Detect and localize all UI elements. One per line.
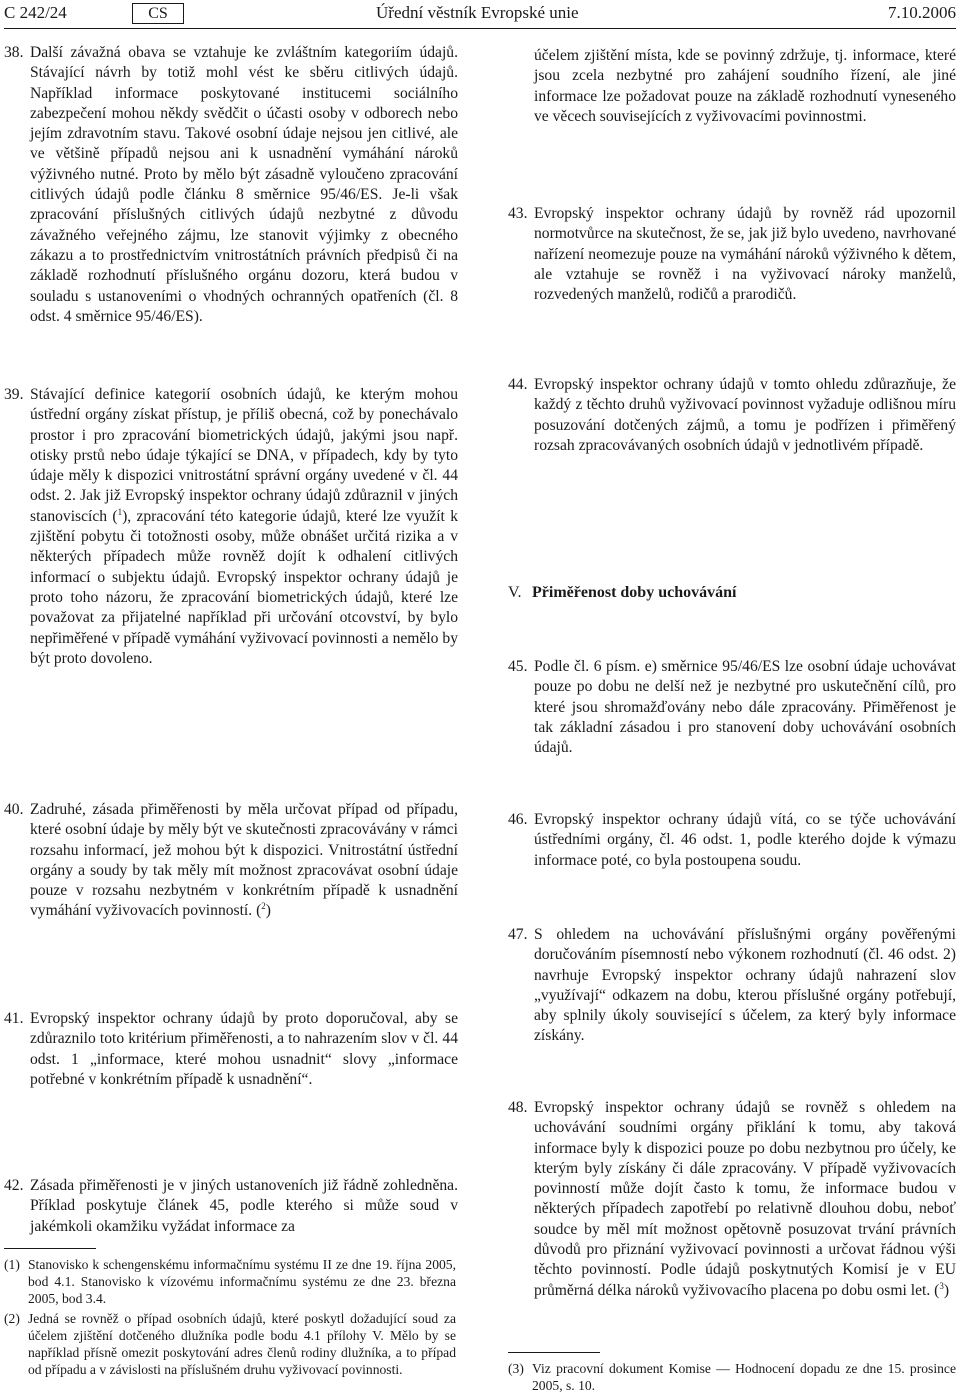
paragraph-43: [508, 204, 956, 305]
paragraph-text: účelem zjištění místa, kde se povinný zdržuje, tj. informace, které jsou zcela nezbytné pro zahájení soudního řízení, ale jiné informace lze požadovat pouze na základě rozhodnutí vyneseného ve věcech souvisejících z vyživovacími povinnostmi.: [534, 47, 956, 125]
paragraph-42: [4, 1176, 458, 1237]
paragraph-46: [508, 810, 956, 871]
section-heading: [508, 583, 956, 603]
paragraph-text: Podle čl. 6 písm. e) směrnice 95/46/ES lze osobní údaje uchovávat pouze po dobu ne delší než je nezbytné pro uskutečnění cílů, pro které jsou shromažďovány nebo dále zpracovány. Přiměřenost je tak základní zásadou i pro stanovení doby uchovávání osobních údajů.: [534, 658, 956, 757]
paragraph-text: Evropský inspektor ochrany údajů by rovněž rád upozornil normotvůrce na skutečnost, že se, jak již bylo uvedeno, navrhované nařízení neomezuje pouze na vymáhání nároků výživného k dětem, ale vztahuje se rovněž i na vyživovací nároky manželů, rozvedených manželů, rodičů a prarodičů.: [534, 205, 956, 304]
paragraph-text: S ohledem na uchovávání příslušnými orgány pověřenými doručováním písemností nebo výkonem rozhodnutí (čl. 46 odst. 2) navrhuje Evropský inspektor ochrany údajů nahrazení slov „využívají“ odkazem na dobu, kterou příslušné orgány potřebují, aby splnily úkoly související s účelem, za který byly informace získány.: [534, 926, 956, 1045]
footnote-number: (2): [4, 1311, 20, 1326]
paragraph-number: 44.: [508, 376, 528, 393]
footnote-text: Stanovisko k schengenskému informačnímu systému II ze dne 19. října 2005, bod 4.1. Stanovisko k vízovému informačnímu systému ze dne 23. března 2005, bod 3.4.: [28, 1257, 456, 1306]
section-number: V.: [508, 584, 522, 601]
paragraph-text: Evropský inspektor ochrany údajů v tomto ohledu zdůrazňuje, že každý z těchto druhů vyživovací povinnost vyžaduje odlišnou míru posuzování dotčených zájmů, a tomu je podřízen i přiměřený rozsah zpracovávaných osobních údajů v jednotlivém případě.: [534, 376, 956, 454]
publication-date: 7.10.2006: [888, 3, 956, 22]
paragraph-42-continued: [508, 46, 956, 127]
journal-title: Úřední věstník Evropské unie: [376, 3, 579, 22]
paragraph-text-cont: ): [943, 1281, 950, 1299]
paragraph-45: [508, 657, 956, 758]
paragraph-number: 40.: [4, 801, 24, 818]
paragraph-40: [4, 800, 458, 922]
paragraph-number: 45.: [508, 658, 528, 675]
footnote-text: Viz pracovní dokument Komise — Hodnocení dopadu ze dne 15. prosince 2005, s. 10.: [532, 1361, 956, 1393]
paragraph-44: [508, 375, 956, 456]
paragraph-38: [4, 43, 458, 327]
paragraph-text: Stávající definice kategorií osobních údajů, ke kterým mohou ústřední orgány získat přístup, je příliš obecná, což by ponechávalo prostor i pro zpracování biometrických údajů, jakými jsou např. otisky prstů nebo údaje týkající se DNA, v případech, kdy by tyto údaje měly k dispozici vnitrostátní správní orgány uvedené v čl. 44 odst. 2. Jak již Evropský inspektor ochrany údajů zdůraznil v jiných stanoviscích (: [30, 386, 458, 525]
footnote-divider: [4, 1248, 96, 1249]
footnote-divider: [508, 1352, 600, 1353]
footnote-number: (3): [508, 1361, 524, 1376]
footnote-2: [4, 1310, 456, 1378]
language-badge: CS: [132, 3, 184, 24]
paragraph-number: 48.: [508, 1099, 528, 1116]
paragraph-41: [4, 1009, 458, 1090]
paragraph-text: Evropský inspektor ochrany údajů se rovněž s ohledem na uchovávání soudními orgány přiklání k tomu, aby taková informace byly k dispozici pouze po dobu nezbytnou pro účely, ke kterým byly získány či dále zpracovány. V případě vyživovacích povinností může dojít často k tomu, že informace budou v některých případech zapotřebí po relativně dlouhou dobu, neboť soudce by měl mít možnost opětovně posuzovat trvání právních důvodů pro přiznání vyživovací povinnosti a určovat řádnou výši těchto povinností. Podle údajů poskytnutých Komisí je v EU průměrná délka nároků vyživovacího placena po dobu osmi let. (: [534, 1099, 956, 1299]
paragraph-number: 41.: [4, 1010, 24, 1027]
section-title: Přiměřenost doby uchovávání: [532, 584, 737, 601]
paragraph-text: Evropský inspektor ochrany údajů vítá, co se týče uchovávání ústředními orgány, čl. 46 odst. 1, podle kterého dojde k výmazu informace poté, co byla postoupena soudu.: [534, 811, 956, 869]
paragraph-48: [508, 1098, 956, 1301]
footnote-number: (1): [4, 1257, 20, 1272]
paragraph-number: 39.: [4, 386, 24, 403]
page-reference: C 242/24: [4, 3, 67, 22]
paragraph-number: 43.: [508, 205, 528, 222]
paragraph-number: 42.: [4, 1177, 24, 1194]
footnote-ref-2[interactable]: 2: [261, 901, 266, 912]
footnote-ref-3[interactable]: 3: [939, 1280, 944, 1291]
paragraph-text-cont: ): [265, 902, 271, 920]
paragraph-number: 47.: [508, 926, 528, 943]
paragraph-text: Zásada přiměřenosti je v jiných ustanoveních již řádně zohledněna. Příklad poskytuje článek 45, podle kterého si může soud v jakémkoli okamžiku vyžádat informace za: [30, 1177, 458, 1235]
footnote-3: [508, 1360, 956, 1394]
paragraph-text: Zadruhé, zásada přiměřenosti by měla určovat případ od případu, které osobní údaje by měly být ve skutečnosti zpracovávány v rámci rozsahu informací, jež mohou být k dispozici. Vnitrostátní ústřední orgány a soudy by tak měly mít možnost zpracovávat osobní údaje pouze v rozsahu nezbytném v konkrétním případě k usnadnění vymáhání vyživovacích povinností. (: [30, 801, 458, 920]
footnote-1: [4, 1256, 456, 1307]
paragraph-text: Další závažná obava se vztahuje ke zvláštním kategoriím údajů. Stávající návrh by totiž mohl vést ke sběru citlivých údajů. Například informace poskytované institucemi sociálního zabezpečení mohou někdy svědčit o účasti osoby v odborech nebo jejím zdravotním stavu. Takové osobní údaje nejsou jen citlivé, ale ve většině případů nejsou ani k usnadnění vymáhání nároků výživného nutné. Proto by mělo být zásadně vyloučeno zpracování citlivých údajů podle článku 8 směrnice 95/46/ES. Je-li však zpracování příslušných citlivých údajů nezbytné z důvodu závažného veřejného zájmu, lze stanovit výjimky z obecného zákazu a to prostřednictvím vnitrostátních právních předpisů či na základě rozhodnutí příslušného orgánu dozoru, která budou v souladu s ustanoveními o vhodných ochranných opatřeních (čl. 8 odst. 4 směrnice 95/46/ES).: [30, 44, 458, 325]
paragraph-number: 38.: [4, 44, 24, 61]
page-header: [0, 0, 960, 30]
paragraph-text-cont: ), zpracování této kategorie údajů, které lze využít k zjištění pobytu či totožnosti osoby, může obnášet určitá rizika a v některých případech může rovněž dojít k odhalení citlivých informací o subjektu údajů. Evropský inspektor ochrany údajů je proto toho názoru, že zpracování biometrických údajů, které lze považovat za přijatelné například při určování otcovství, by bylo nepřiměřené v případě vymáhání vyživovací povinnosti a nemělo by být proto dovoleno.: [30, 507, 458, 667]
paragraph-47: [508, 925, 956, 1047]
header-divider: [4, 28, 956, 29]
paragraph-text: Evropský inspektor ochrany údajů by proto doporučoval, aby se zdůraznilo toto kritérium přiměřenosti, a to nahrazením slov v čl. 44 odst. 1 „informace, které mohou usnadnit“ slovy „informace potřebné v konkrétním případě k usnadnění“.: [30, 1010, 458, 1088]
footnote-ref-1[interactable]: 1: [117, 506, 123, 517]
footnote-text: Jedná se rovněž o případ osobních údajů, které poskytl dožadující soud za účelem zjištění dotčeného dlužníka podle bodu 4.1 přílohy V. Mělo by se například přísně omezit poskytování adres členů rodiny dlužníka, a to případ od případu a v závislosti na příslušném druhu vyživovací povinnosti.: [28, 1311, 456, 1377]
paragraph-39: [4, 385, 458, 669]
paragraph-number: 46.: [508, 811, 528, 828]
